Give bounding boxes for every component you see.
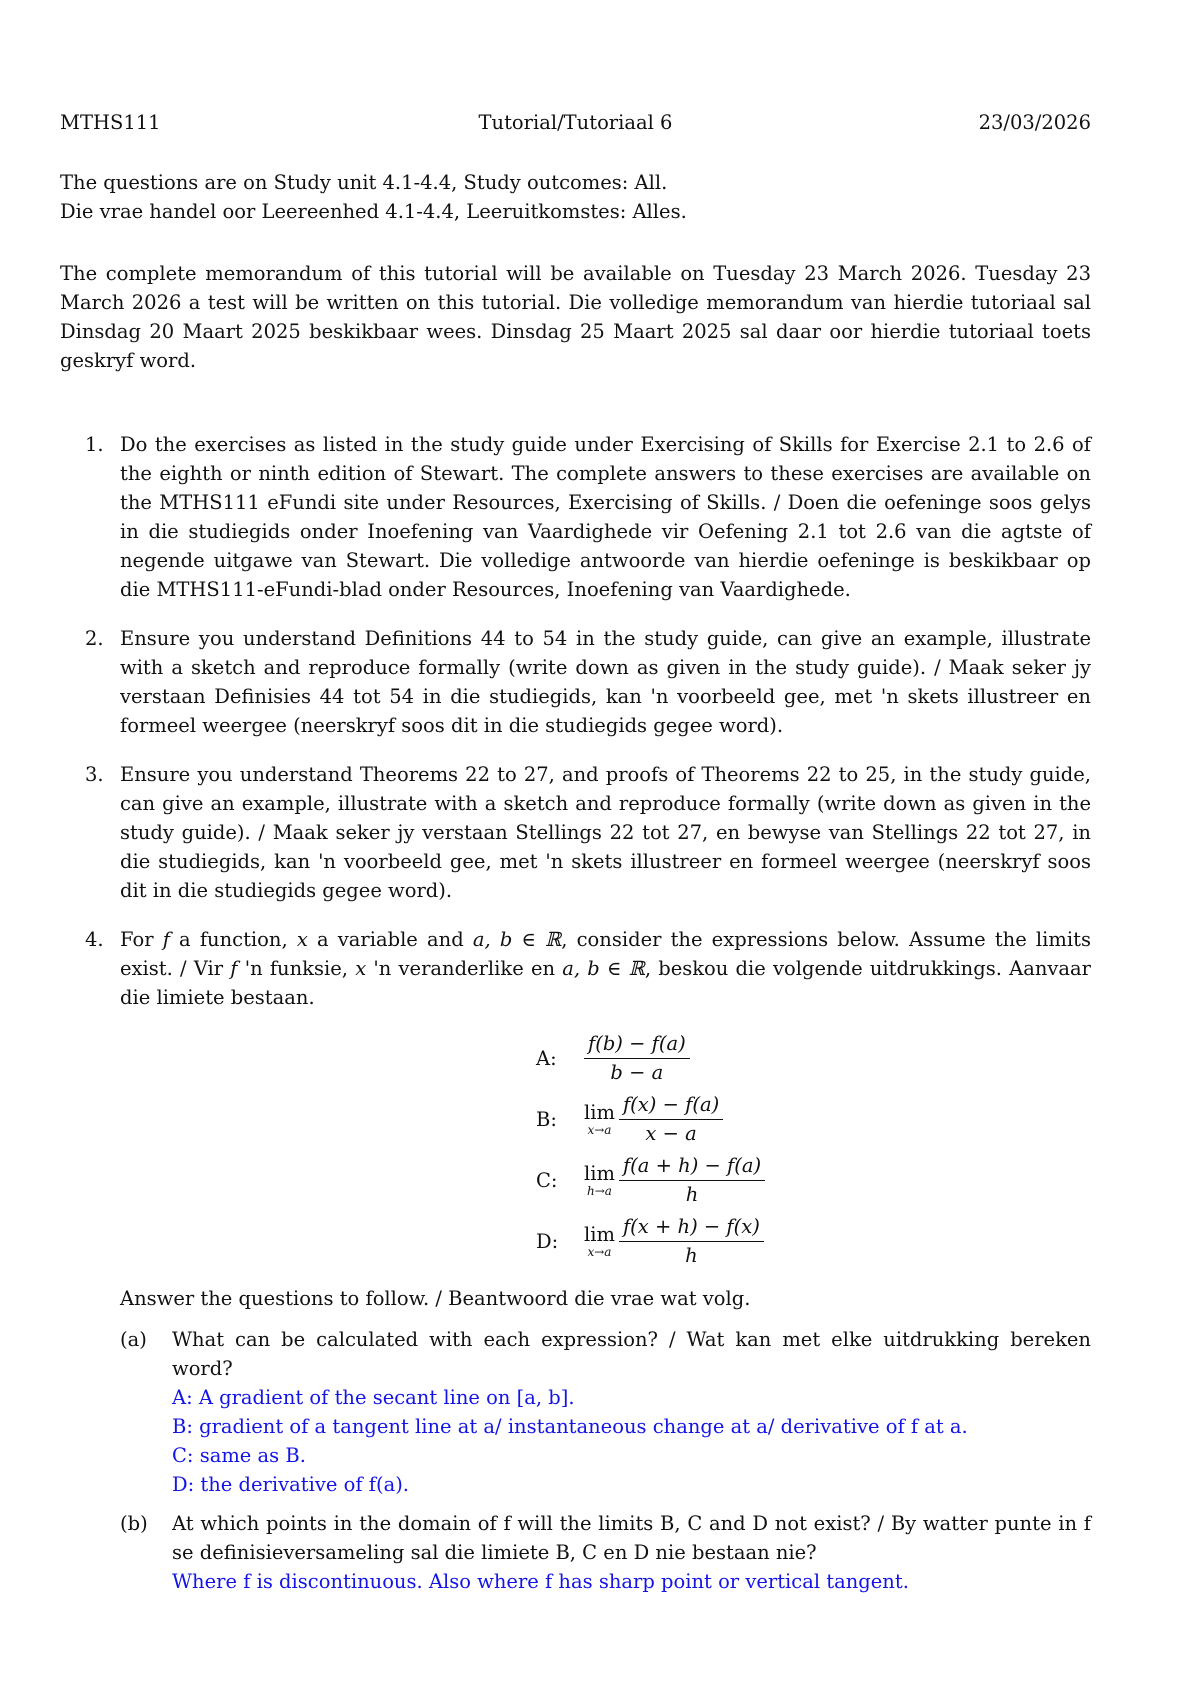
expression-b — [536, 1089, 1091, 1150]
tutorial-date: 23/03/2026 — [978, 111, 1091, 134]
question-text: Ensure you understand Definitions 44 to 54 in the study guide, can give an example, illustrate with a sketch and reproduce formally (write down as given in the study guide). / Maak seker jy verstaan Definisies 44 tot 54 in die studiegids, kan 'n voorbeeld gee, met 'n skets illustreer en formeel weergee (neerskryf soos dit in die studiegids gegee word). — [120, 627, 1091, 737]
sub-question-text: What can be calculated with each expression? / Wat kan met elke uitdrukking bereken word? — [172, 1328, 1091, 1380]
question-1 — [60, 430, 1091, 604]
text-run: , consider the expressions below. Assume the limits exist. / Vir — [120, 928, 1091, 980]
answer-b: B: gradient of a tangent line at a/ instantaneous change at a/ derivative of f at a. — [172, 1415, 968, 1438]
answer-a: A: A gradient of the secant line on [a, b]. — [172, 1386, 575, 1409]
question-number: 3. — [85, 763, 104, 786]
numerator: f(x) − f(a) — [619, 1093, 723, 1120]
memorandum-note: The complete memorandum of this tutorial will be available on Tuesday 23 March 2026. Tuesday 23 March 2026 a test will be written on this tutorial. Die volledige memorandum van hierdie tutoriaal sal Dinsdag 20 Maart 2025 beskikbaar wees. Dinsdag 25 Maart 2025 sal daar oor hierdie tutoriaal toets geskryf word. — [60, 262, 1091, 372]
lim-text: lim — [584, 1100, 615, 1124]
math-x: x — [355, 957, 367, 980]
expression-label: C: — [536, 1169, 558, 1192]
text-run: , beskou die volgende uitdrukkings. Aanvaar die limiete bestaan. — [120, 957, 1091, 1009]
denominator: x − a — [645, 1122, 697, 1145]
text-run: 'n veranderlike en — [366, 957, 563, 980]
numerator: f(b) − f(a) — [584, 1032, 690, 1059]
expression-label: A: — [536, 1047, 557, 1070]
numerator: f(a + h) − f(a) — [619, 1154, 765, 1181]
lim-subscript: h→a — [587, 1183, 612, 1198]
question-2 — [60, 624, 1091, 740]
fraction — [584, 1032, 690, 1085]
question-3 — [60, 760, 1091, 905]
expression-c — [536, 1150, 1091, 1211]
math-f: f — [162, 928, 170, 951]
fraction — [619, 1215, 764, 1268]
sub-question-label: (a) — [120, 1328, 147, 1351]
answer-instruction: Answer the questions to follow. / Beantwoord die vrae wat volg. — [120, 1287, 751, 1310]
sub-question-text: At which points in the domain of f will the limits B, C and D not exist? / By watter punte in f se definisieversameling sal die limiete B, C en D nie bestaan nie? — [172, 1512, 1091, 1564]
expression-list — [120, 1028, 1091, 1272]
expression-a — [536, 1028, 1091, 1089]
sub-question-b — [120, 1509, 1091, 1596]
sub-question-label: (b) — [120, 1512, 148, 1535]
document-page — [60, 0, 1091, 1696]
text-run: 'n funksie, — [237, 957, 356, 980]
question-text — [120, 928, 1091, 1009]
denominator: b − a — [610, 1061, 664, 1084]
lim-subscript: x→a — [587, 1244, 612, 1259]
math-f: f — [230, 957, 238, 980]
answer-text: Where f is discontinuous. Also where f has sharp point or vertical tangent. — [172, 1570, 909, 1593]
question-text: Do the exercises as listed in the study guide under Exercising of Skills for Exercise 2.1 to 2.6 of the eighth or ninth edition of Stewart. The complete answers to these exercises are available on the MTHS111 eFundi site under Resources, Exercising of Skills. / Doen die oefeninge soos gelys in die studiegids onder Inoefening van Vaardighede vir Oefening 2.1 tot 2.6 van die agtste of negende uitgawe van Stewart. Die volledige antwoorde van hierdie oefeninge is beskikbaar op die MTHS111-eFundi-blad onder Resources, Inoefening van Vaardighede. — [120, 433, 1091, 601]
question-number: 4. — [85, 928, 104, 951]
expression-label: B: — [536, 1108, 557, 1131]
lim-text: lim — [584, 1161, 615, 1185]
question-number: 2. — [85, 627, 104, 650]
limit-operator — [584, 1161, 615, 1198]
question-list — [60, 430, 1091, 1616]
answer-d: D: the derivative of f(a). — [172, 1473, 409, 1496]
lim-text: lim — [584, 1222, 615, 1246]
intro — [60, 168, 1091, 226]
tutorial-title: Tutorial/Tutoriaal 6 — [478, 111, 673, 134]
intro-english: The questions are on Study unit 4.1-4.4, Study outcomes: All. — [60, 171, 668, 194]
course-code: MTHS111 — [60, 111, 161, 134]
text-run: a function, — [169, 928, 297, 951]
answer-c: C: same as B. — [172, 1444, 306, 1467]
limit-operator — [584, 1100, 615, 1137]
question-text: Ensure you understand Theorems 22 to 27, and proofs of Theorems 22 to 25, in the study guide, can give an example, illustrate with a sketch and reproduce formally (write down as given in the study guide). / Maak seker jy verstaan Stellings 22 tot 27, en bewyse van Stellings 22 tot 27, in die studiegids, kan 'n voorbeeld gee, met 'n skets illustreer en formeel weergee (neerskryf soos dit in die studiegids gegee word). — [120, 763, 1091, 902]
expression-label: D: — [536, 1230, 559, 1253]
math-ab: a, b ∈ ℝ — [562, 957, 645, 980]
math-ab: a, b ∈ ℝ — [472, 928, 562, 951]
question-4 — [60, 925, 1091, 1596]
intro-afrikaans: Die vrae handel oor Leereenhed 4.1-4.4, Leeruitkomstes: Alles. — [60, 200, 687, 223]
numerator: f(x + h) − f(x) — [619, 1215, 764, 1242]
lim-subscript: x→a — [587, 1122, 612, 1137]
fraction — [619, 1093, 723, 1146]
fraction — [619, 1154, 765, 1207]
denominator: h — [685, 1183, 699, 1206]
page-header — [60, 108, 1091, 137]
question-number: 1. — [85, 433, 104, 456]
math-x: x — [296, 928, 308, 951]
sub-question-a — [120, 1325, 1091, 1499]
denominator: h — [685, 1244, 698, 1267]
expression-d — [536, 1211, 1091, 1272]
text-run: For — [120, 928, 163, 951]
limit-operator — [584, 1222, 615, 1259]
text-run: a variable and — [307, 928, 473, 951]
